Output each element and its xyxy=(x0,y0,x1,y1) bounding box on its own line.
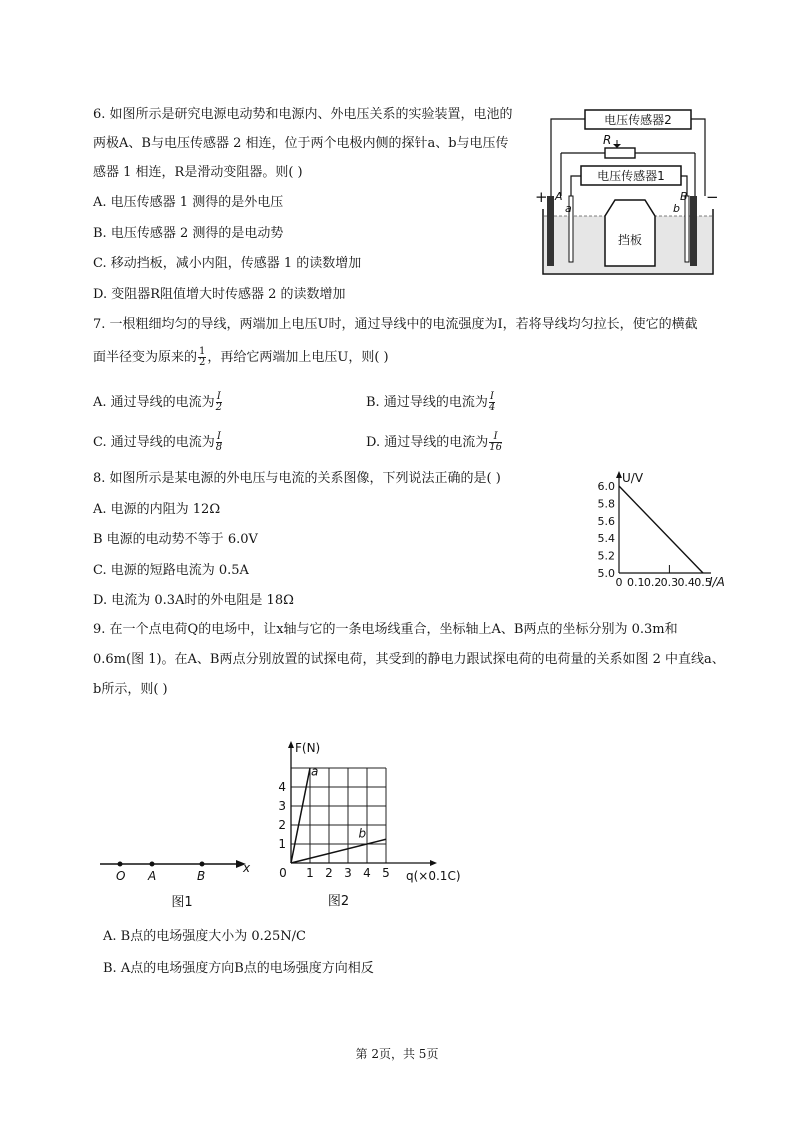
y-tick-label: 4 xyxy=(278,780,286,794)
rheostat-r xyxy=(605,148,635,158)
baffle-label: 挡板 xyxy=(617,233,643,247)
q8-ui-chart xyxy=(585,470,735,595)
q8-option-c: C. 电源的短路电流为 0.5A xyxy=(93,563,249,578)
x-tick-label: 0.4 xyxy=(677,576,695,589)
x-tick-label: 3 xyxy=(344,866,352,880)
y-tick-label: 5.6 xyxy=(597,514,615,528)
q8-option-d: D. 电流为 0.3A时的外电阻是 18Ω xyxy=(93,593,294,608)
q9-option-a: A. B点的电场强度大小为 0.25N/C xyxy=(103,929,306,944)
q8-option-b: B 电源的电动势不等于 6.0V xyxy=(93,532,258,547)
fig1-caption: 图1 xyxy=(171,895,193,910)
pole-b-label: B xyxy=(680,190,688,203)
q9-option-b: B. A点的电场强度方向B点的电场强度方向相反 xyxy=(103,961,374,976)
x-tick-label: 2 xyxy=(325,866,333,880)
u-i-line xyxy=(619,486,703,573)
y-tick-label: 5.2 xyxy=(597,549,615,563)
series-line-a xyxy=(291,768,310,863)
x-tick-label: 0.2 xyxy=(643,576,662,589)
q7-stem-line1: 7. 一根粗细均匀的导线，两端加上电压U时，通过导线中的电流强度为I，若将导线均匀拉长，使它的横截 xyxy=(93,317,698,332)
y-tick-label: 5.4 xyxy=(597,532,615,546)
y-tick-label: 5.8 xyxy=(597,497,615,511)
y-tick-label: 3 xyxy=(278,799,286,813)
probe-b-label: b xyxy=(673,202,680,215)
y-tick-label: 5.0 xyxy=(597,567,615,580)
x-tick-label: 5 xyxy=(382,866,390,880)
q7-half-fraction: $\frac{1}{2}$ xyxy=(199,346,206,368)
q9-ui-chart xyxy=(275,738,475,913)
q6-stem-line3: 感器 1 相连，R是滑动变阻器。则( ) xyxy=(93,165,303,180)
voltage-sensor-2-label: 电压传感器2 xyxy=(604,113,672,127)
q7-stem-line2-end: ，再给它两端加上电压U，则( ) xyxy=(207,350,389,365)
series-line-b xyxy=(291,839,386,863)
fig2-caption: 图2 xyxy=(327,894,350,909)
x-tick-label: 0 xyxy=(615,576,623,589)
q8-stem: 8. 如图所示是某电源的外电压与电流的关系图像，下列说法正确的是( ) xyxy=(93,471,501,486)
q6-apparatus-figure xyxy=(533,104,723,279)
x-tick-label: 4 xyxy=(363,866,371,880)
fig1-point-b-label: B xyxy=(197,869,206,883)
electrode-b xyxy=(690,196,697,266)
q6-option-b: B. 电压传感器 2 测得的是电动势 xyxy=(93,226,284,241)
q9-figure-1 xyxy=(96,840,266,910)
x-tick-label: 1 xyxy=(306,866,314,880)
minus-sign: − xyxy=(706,188,719,206)
q9-stem-line3: b所示，则( ) xyxy=(93,682,168,697)
q7-stem-line2-start: 面半径变为原来的 xyxy=(93,350,198,365)
x-tick-label: 0.5 xyxy=(694,576,712,589)
probe-a-label: a xyxy=(565,202,572,215)
x-axis-arrow xyxy=(430,860,437,866)
y-axis-label: U/V xyxy=(622,471,644,485)
q7-option-a: A. 通过导线的电流为 $\frac{I}{2}$ xyxy=(93,391,223,413)
page-footer: 第 2页，共 5页 xyxy=(355,1047,439,1061)
q7-option-b: B. 通过导线的电流为 $\frac{I}{4}$ xyxy=(366,391,496,413)
q6-option-c: C. 移动挡板，减小内阻，传感器 1 的读数增加 xyxy=(93,256,362,271)
series-a-label: a xyxy=(310,764,319,779)
q6-stem-line1: 6. 如图所示是研究电源电动势和电源内、外电压关系的实验装置，电池的 xyxy=(93,107,513,122)
q6-option-d: D. 变阻器R阻值增大时传感器 2 的读数增加 xyxy=(93,287,346,302)
x-axis-label: q(×0.1C) xyxy=(406,869,461,883)
x-tick-label: 0 xyxy=(279,866,287,880)
y-tick-label: 2 xyxy=(278,818,286,832)
q6-stem-line2: 两极A、B与电压传感器 2 相连，位于两个电极内侧的探针a、b与电压传 xyxy=(93,136,509,151)
y-axis-label: F(N) xyxy=(295,741,321,755)
q8-option-a: A. 电源的内阻为 12Ω xyxy=(93,502,221,517)
x-axis-label: I/A xyxy=(709,575,725,589)
y-tick-label: 6.0 xyxy=(597,480,615,493)
plus-sign: + xyxy=(535,188,548,206)
fig1-origin-label: O xyxy=(116,869,126,883)
q9-stem-line2: 0.6m(图 1)。在A、B两点分别放置的试探电荷，其受到的静电力跟试探电荷的电荷量的关系如图 2 中直线a、 xyxy=(93,652,725,667)
x-tick-label: 0.1 xyxy=(627,576,645,589)
q7-stem-line2 xyxy=(93,347,389,368)
series-b-label: b xyxy=(358,826,367,841)
pole-a-label: A xyxy=(555,190,563,203)
fig1-axis-label: x xyxy=(243,861,251,875)
electrode-a xyxy=(547,196,554,266)
q7-option-c: C. 通过导线的电流为 $\frac{I}{8}$ xyxy=(93,431,223,453)
fig1-point-a-label: A xyxy=(148,869,157,883)
q9-stem-line1: 9. 在一个点电荷Q的电场中，让x轴与它的一条电场线重合，坐标轴上A、B两点的坐标分别为 0.3m和 xyxy=(93,622,678,637)
voltage-sensor-1-label: 电压传感器1 xyxy=(597,169,665,183)
x-tick-label: 0.3 xyxy=(660,576,679,589)
probe-b xyxy=(685,196,689,262)
y-tick-label: 1 xyxy=(278,837,286,851)
rheostat-label: R xyxy=(603,133,612,147)
q7-option-d: D. 通过导线的电流为 $\frac{I}{16}$ xyxy=(366,431,502,453)
q6-option-a: A. 电压传感器 1 测得的是外电压 xyxy=(93,195,284,210)
y-axis-arrow xyxy=(288,741,294,748)
